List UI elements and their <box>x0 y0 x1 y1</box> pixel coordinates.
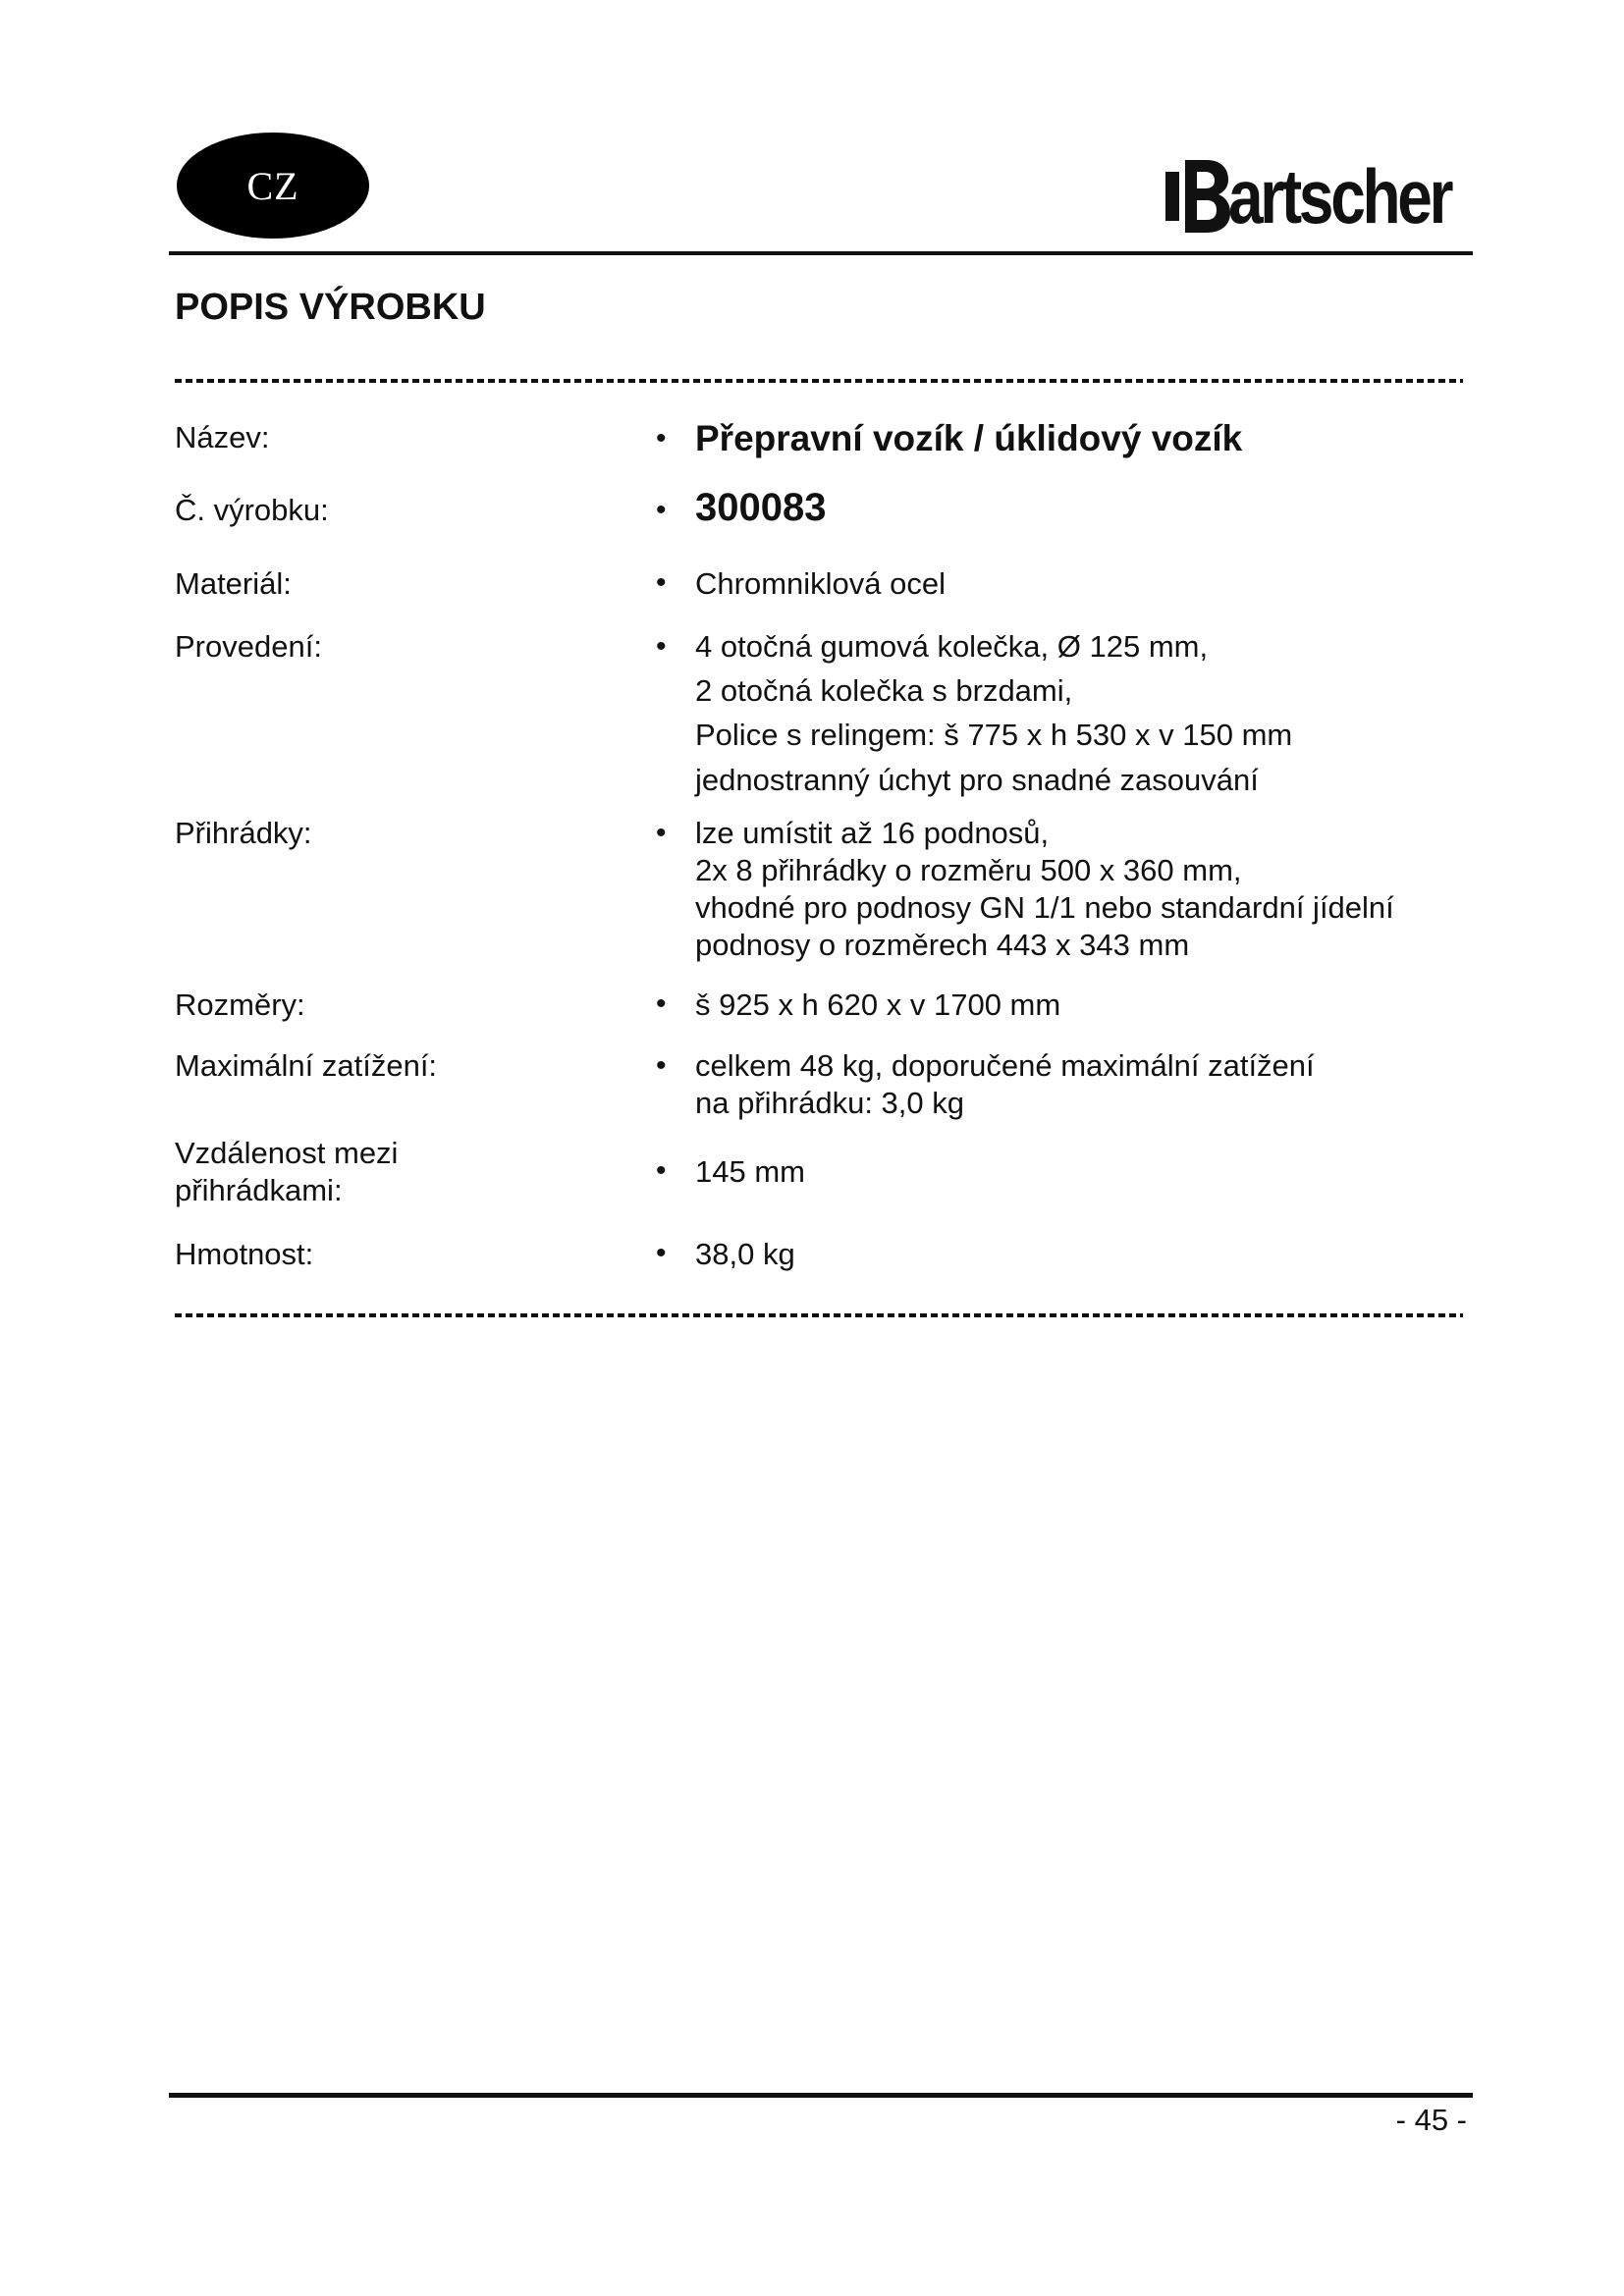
language-badge <box>177 133 369 239</box>
spec-value-shelf-spacing: 145 mm <box>695 1154 805 1189</box>
bullet: • <box>656 566 667 599</box>
spec-label-item-number: Č. výrobku: <box>175 493 329 527</box>
spec-value-material: Chromniklová ocel <box>695 566 946 601</box>
spec-value-max-load-line: na přihrádku: 3,0 kg <box>695 1086 965 1120</box>
spec-label-compartments: Přihrádky: <box>175 816 312 850</box>
bullet: • <box>656 630 667 663</box>
spec-value-design-line: 2 otočná kolečka s brzdami, <box>695 673 1073 708</box>
spec-value-item-number: 300083 <box>695 486 827 529</box>
brand-logo-text: artscher <box>1228 152 1451 240</box>
spec-label-max-load: Maximální zatížení: <box>175 1048 438 1083</box>
language-badge-label: CZ <box>246 163 299 208</box>
dashed-divider-top <box>175 379 1463 383</box>
header-rule <box>169 251 1473 255</box>
spec-label-shelf-spacing: přihrádkami: <box>175 1173 343 1207</box>
bullet: • <box>656 1049 667 1082</box>
spec-label-material: Materiál: <box>175 566 292 601</box>
spec-label-dimensions: Rozměry: <box>175 988 305 1022</box>
spec-label-name: Název: <box>175 420 270 454</box>
spec-value-compartments-line: lze umístit až 16 podnosů, <box>695 816 1050 850</box>
spec-value-dimensions: š 925 x h 620 x v 1700 mm <box>695 988 1061 1022</box>
bullet: • <box>656 422 667 454</box>
spec-label-design: Provedení: <box>175 629 322 664</box>
bullet: • <box>656 988 667 1020</box>
spec-value-name: Přepravní vozík / úklidový vozík <box>695 418 1243 458</box>
bullet: • <box>656 494 667 526</box>
brand-logo <box>1164 147 1499 245</box>
bullet: • <box>656 1237 667 1269</box>
spec-value-compartments-line: podnosy o rozměrech 443 x 343 mm <box>695 928 1190 962</box>
spec-value-weight: 38,0 kg <box>695 1237 795 1271</box>
bullet: • <box>656 1154 667 1187</box>
spec-value-max-load-line: celkem 48 kg, doporučené maximální zatížení <box>695 1048 1315 1083</box>
bullet: • <box>656 817 667 849</box>
spec-value-design-line: Police s relingem: š 775 x h 530 x v 150 mm <box>695 718 1293 752</box>
bartscher-b-logo-icon <box>1164 154 1232 239</box>
spec-label-weight: Hmotnost: <box>175 1237 314 1271</box>
spec-value-design-line: 4 otočná gumová kolečka, Ø 125 mm, <box>695 629 1209 664</box>
footer-rule <box>169 2093 1473 2098</box>
spec-value-compartments-line: 2x 8 přihrádky o rozměru 500 x 360 mm, <box>695 853 1242 887</box>
page-number: - 45 - <box>1395 2103 1467 2137</box>
spec-label-shelf-spacing: Vzdálenost mezi <box>175 1136 399 1170</box>
dashed-divider-bottom <box>175 1313 1463 1317</box>
spec-value-compartments-line: vhodné pro podnosy GN 1/1 nebo standardní jídelní <box>695 890 1394 925</box>
section-title: POPIS VÝROBKU <box>175 287 486 328</box>
spec-value-design-line: jednostranný úchyt pro snadné zasouvání <box>695 763 1259 797</box>
